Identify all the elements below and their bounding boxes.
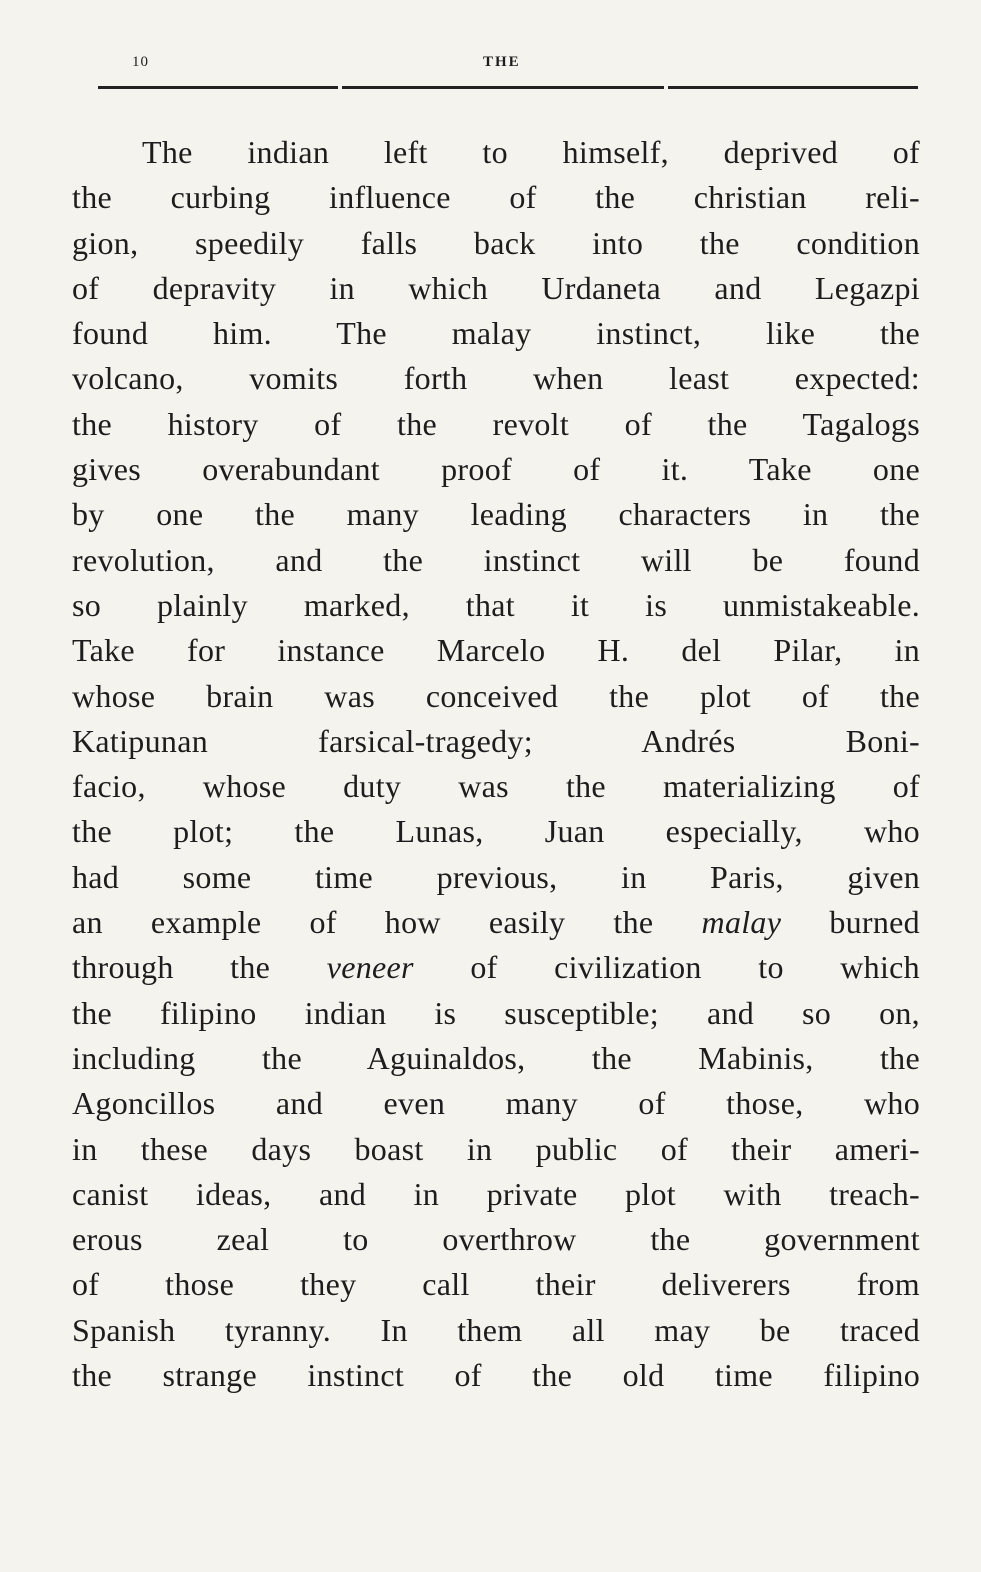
text-line: had some time previous, in Paris, given xyxy=(72,858,920,895)
text-line: of depravity in which Urdaneta and Legazpi xyxy=(72,269,920,306)
text-segment: of civilization to which xyxy=(470,949,920,986)
text-line: found him. The malay instinct, like the xyxy=(72,315,920,352)
text-line: Take for instance Marcelo H. del Pilar, in xyxy=(72,632,920,669)
header-rule-center xyxy=(342,86,664,89)
text-line: of those they call their deliverers from xyxy=(72,1266,920,1303)
text-line: in these days boast in public of their ameri- xyxy=(72,1130,920,1167)
text-line: whose brain was conceived the plot of the xyxy=(72,677,920,714)
header-rule-left xyxy=(98,86,338,89)
text-line: gives overabundant proof of it. Take one xyxy=(72,451,920,488)
body-paragraph xyxy=(72,130,920,1398)
text-line: facio, whose duty was the materializing of xyxy=(72,768,920,805)
text-line: by one the many leading characters in the xyxy=(72,496,920,533)
page-header xyxy=(98,48,918,94)
text-segment: burned xyxy=(829,904,920,941)
text-line: so plainly marked, that it is unmistakeable. xyxy=(72,586,920,623)
header-rule-right xyxy=(668,86,918,89)
text-line: canist ideas, and in private plot with treach- xyxy=(72,1175,920,1212)
text-line: Agoncillos and even many of those, who xyxy=(72,1085,920,1122)
text-line: the history of the revolt of the Tagalogs xyxy=(72,405,920,442)
text-line: revolution, and the instinct will be found xyxy=(72,541,920,578)
text-line: the curbing influence of the christian reli- xyxy=(72,179,920,216)
text-line: including the Aguinaldos, the Mabinis, the xyxy=(72,1039,920,1076)
text-segment: an example of how easily the xyxy=(72,904,654,941)
text-line: the filipino indian is susceptible; and so on, xyxy=(72,994,920,1031)
text-line: The indian left to himself, deprived of xyxy=(142,134,920,170)
text-line: Spanish tyranny. In them all may be traced xyxy=(72,1311,920,1348)
italic-word-veneer: veneer xyxy=(326,949,414,986)
text-line: Katipunan farsical-tragedy; Andrés Boni- xyxy=(72,722,920,759)
running-head: THE xyxy=(483,54,521,70)
text-line: erous zeal to overthrow the government xyxy=(72,1221,920,1258)
text-line-mixed xyxy=(72,945,920,990)
text-line: the strange instinct of the old time filipino xyxy=(72,1357,920,1394)
text-line: volcano, vomits forth when least expected: xyxy=(72,360,920,397)
italic-word-malay: malay xyxy=(701,904,782,941)
text-line: the plot; the Lunas, Juan especially, who xyxy=(72,813,920,850)
text-segment: through the xyxy=(72,949,271,986)
page-number: 10 xyxy=(132,54,149,70)
text-line-mixed xyxy=(72,900,920,945)
text-line: gion, speedily falls back into the condition xyxy=(72,224,920,261)
